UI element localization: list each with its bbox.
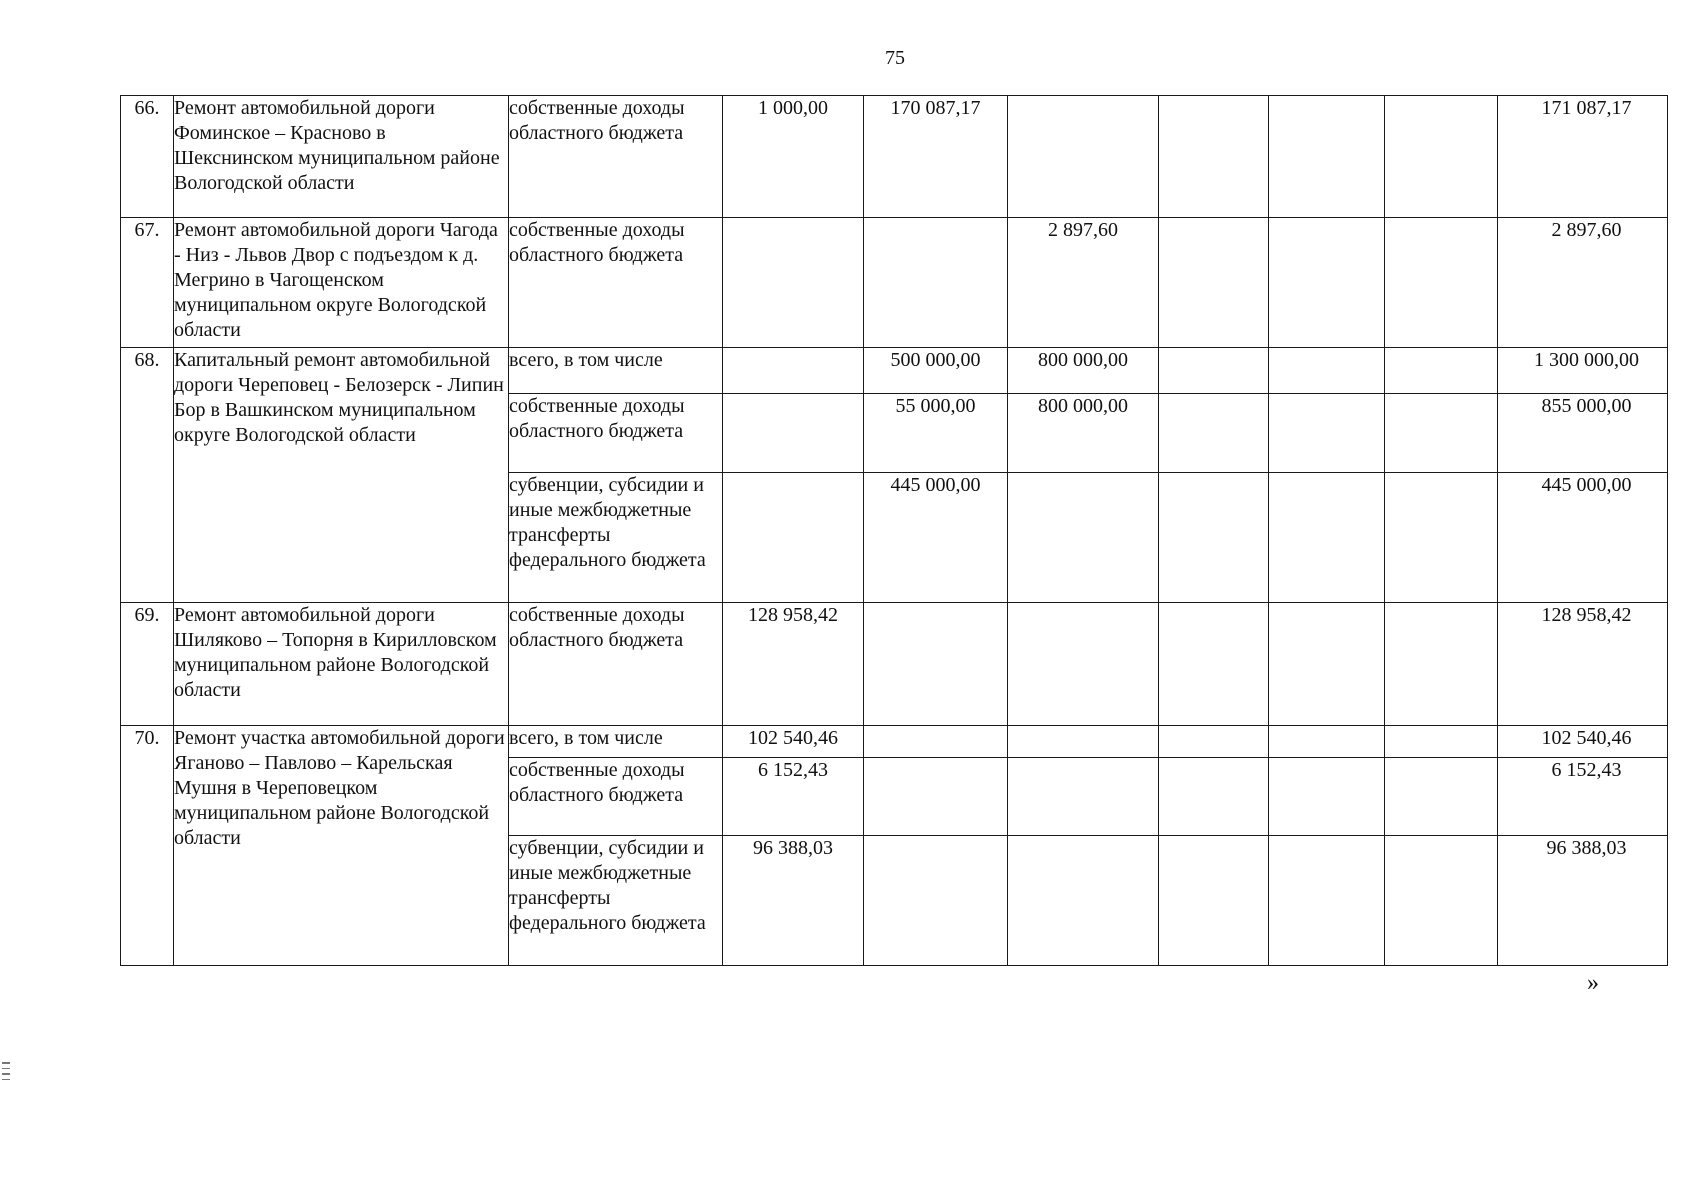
object-name: Ремонт участка автомобильной дороги Яганово – Павлово – Карельская Мушня в Череповецком муниципальном районе Вологодской области: [174, 726, 509, 966]
total-value: 128 958,42: [1498, 603, 1668, 726]
total-value: 1 300 000,00: [1498, 348, 1668, 394]
year-value: 170 087,17: [864, 96, 1008, 218]
year-value: [723, 218, 864, 348]
year-value: [1008, 96, 1159, 218]
row-number: 67.: [121, 218, 174, 348]
table-row: [121, 348, 1668, 394]
table-row: [121, 218, 1668, 348]
funding-source: субвенции, субсидии и иные межбюджетные трансферты федерального бюджета: [509, 836, 723, 966]
year-value: [1008, 758, 1159, 836]
year-value: [1269, 758, 1385, 836]
year-value: [1385, 726, 1498, 758]
year-value: [1385, 603, 1498, 726]
year-value: 800 000,00: [1008, 394, 1159, 473]
year-value: 2 897,60: [1008, 218, 1159, 348]
year-value: [1159, 348, 1269, 394]
year-value: [1269, 726, 1385, 758]
year-value: [1008, 603, 1159, 726]
year-value: [1159, 473, 1269, 603]
row-number: 70.: [121, 726, 174, 966]
table-row: [121, 96, 1668, 218]
total-value: 102 540,46: [1498, 726, 1668, 758]
object-name: Ремонт автомобильной дороги Шиляково – Топорня в Кирилловском муниципальном районе Вологодской области: [174, 603, 509, 726]
year-value: [864, 603, 1008, 726]
total-value: 96 388,03: [1498, 836, 1668, 966]
year-value: [1159, 96, 1269, 218]
object-name: Ремонт автомобильной дороги Чагода - Низ - Львов Двор с подъездом к д. Мегрино в Чагощенском муниципальном округе Вологодской области: [174, 218, 509, 348]
year-value: [723, 348, 864, 394]
year-value: 1 000,00: [723, 96, 864, 218]
funding-source: собственные доходы областного бюджета: [509, 758, 723, 836]
funding-source: субвенции, субсидии и иные межбюджетные трансферты федерального бюджета: [509, 473, 723, 603]
year-value: [1269, 218, 1385, 348]
funding-source: собственные доходы областного бюджета: [509, 218, 723, 348]
year-value: 6 152,43: [723, 758, 864, 836]
object-name: Капитальный ремонт автомобильной дороги Череповец - Белозерск - Липин Бор в Вашкинском муниципальном округе Вологодской области: [174, 348, 509, 603]
year-value: [1385, 758, 1498, 836]
year-value: 800 000,00: [1008, 348, 1159, 394]
year-value: [1008, 473, 1159, 603]
year-value: [1008, 726, 1159, 758]
total-value: 2 897,60: [1498, 218, 1668, 348]
budget-table: [120, 95, 1668, 966]
year-value: [864, 726, 1008, 758]
total-value: 171 087,17: [1498, 96, 1668, 218]
funding-source: всего, в том числе: [509, 726, 723, 758]
total-value: 445 000,00: [1498, 473, 1668, 603]
table-row: [121, 726, 1668, 758]
row-number: 66.: [121, 96, 174, 218]
year-value: [1159, 726, 1269, 758]
year-value: [1159, 836, 1269, 966]
year-value: [723, 473, 864, 603]
year-value: [1385, 348, 1498, 394]
year-value: 102 540,46: [723, 726, 864, 758]
year-value: [1385, 218, 1498, 348]
year-value: [1385, 836, 1498, 966]
year-value: [1159, 758, 1269, 836]
margin-mark: [2, 1062, 10, 1084]
funding-source: собственные доходы областного бюджета: [509, 394, 723, 473]
funding-source: собственные доходы областного бюджета: [509, 603, 723, 726]
year-value: [1008, 836, 1159, 966]
row-number: 69.: [121, 603, 174, 726]
row-number: 68.: [121, 348, 174, 603]
year-value: [1159, 603, 1269, 726]
year-value: [1269, 96, 1385, 218]
year-value: [864, 836, 1008, 966]
total-value: 855 000,00: [1498, 394, 1668, 473]
year-value: [864, 218, 1008, 348]
year-value: 445 000,00: [864, 473, 1008, 603]
year-value: 500 000,00: [864, 348, 1008, 394]
closing-quote: »: [1587, 970, 1599, 996]
year-value: 55 000,00: [864, 394, 1008, 473]
year-value: 128 958,42: [723, 603, 864, 726]
funding-source: всего, в том числе: [509, 348, 723, 394]
year-value: [1385, 473, 1498, 603]
year-value: [1385, 394, 1498, 473]
year-value: [1269, 348, 1385, 394]
object-name: Ремонт автомобильной дороги Фоминское – Красново в Шекснинском муниципальном районе Вологодской области: [174, 96, 509, 218]
year-value: [723, 394, 864, 473]
year-value: [1159, 218, 1269, 348]
year-value: [1269, 473, 1385, 603]
year-value: 96 388,03: [723, 836, 864, 966]
funding-source: собственные доходы областного бюджета: [509, 96, 723, 218]
year-value: [1269, 836, 1385, 966]
total-value: 6 152,43: [1498, 758, 1668, 836]
table-row: [121, 603, 1668, 726]
year-value: [1269, 603, 1385, 726]
year-value: [864, 758, 1008, 836]
page-number: 75: [885, 47, 905, 69]
year-value: [1269, 394, 1385, 473]
year-value: [1385, 96, 1498, 218]
year-value: [1159, 394, 1269, 473]
